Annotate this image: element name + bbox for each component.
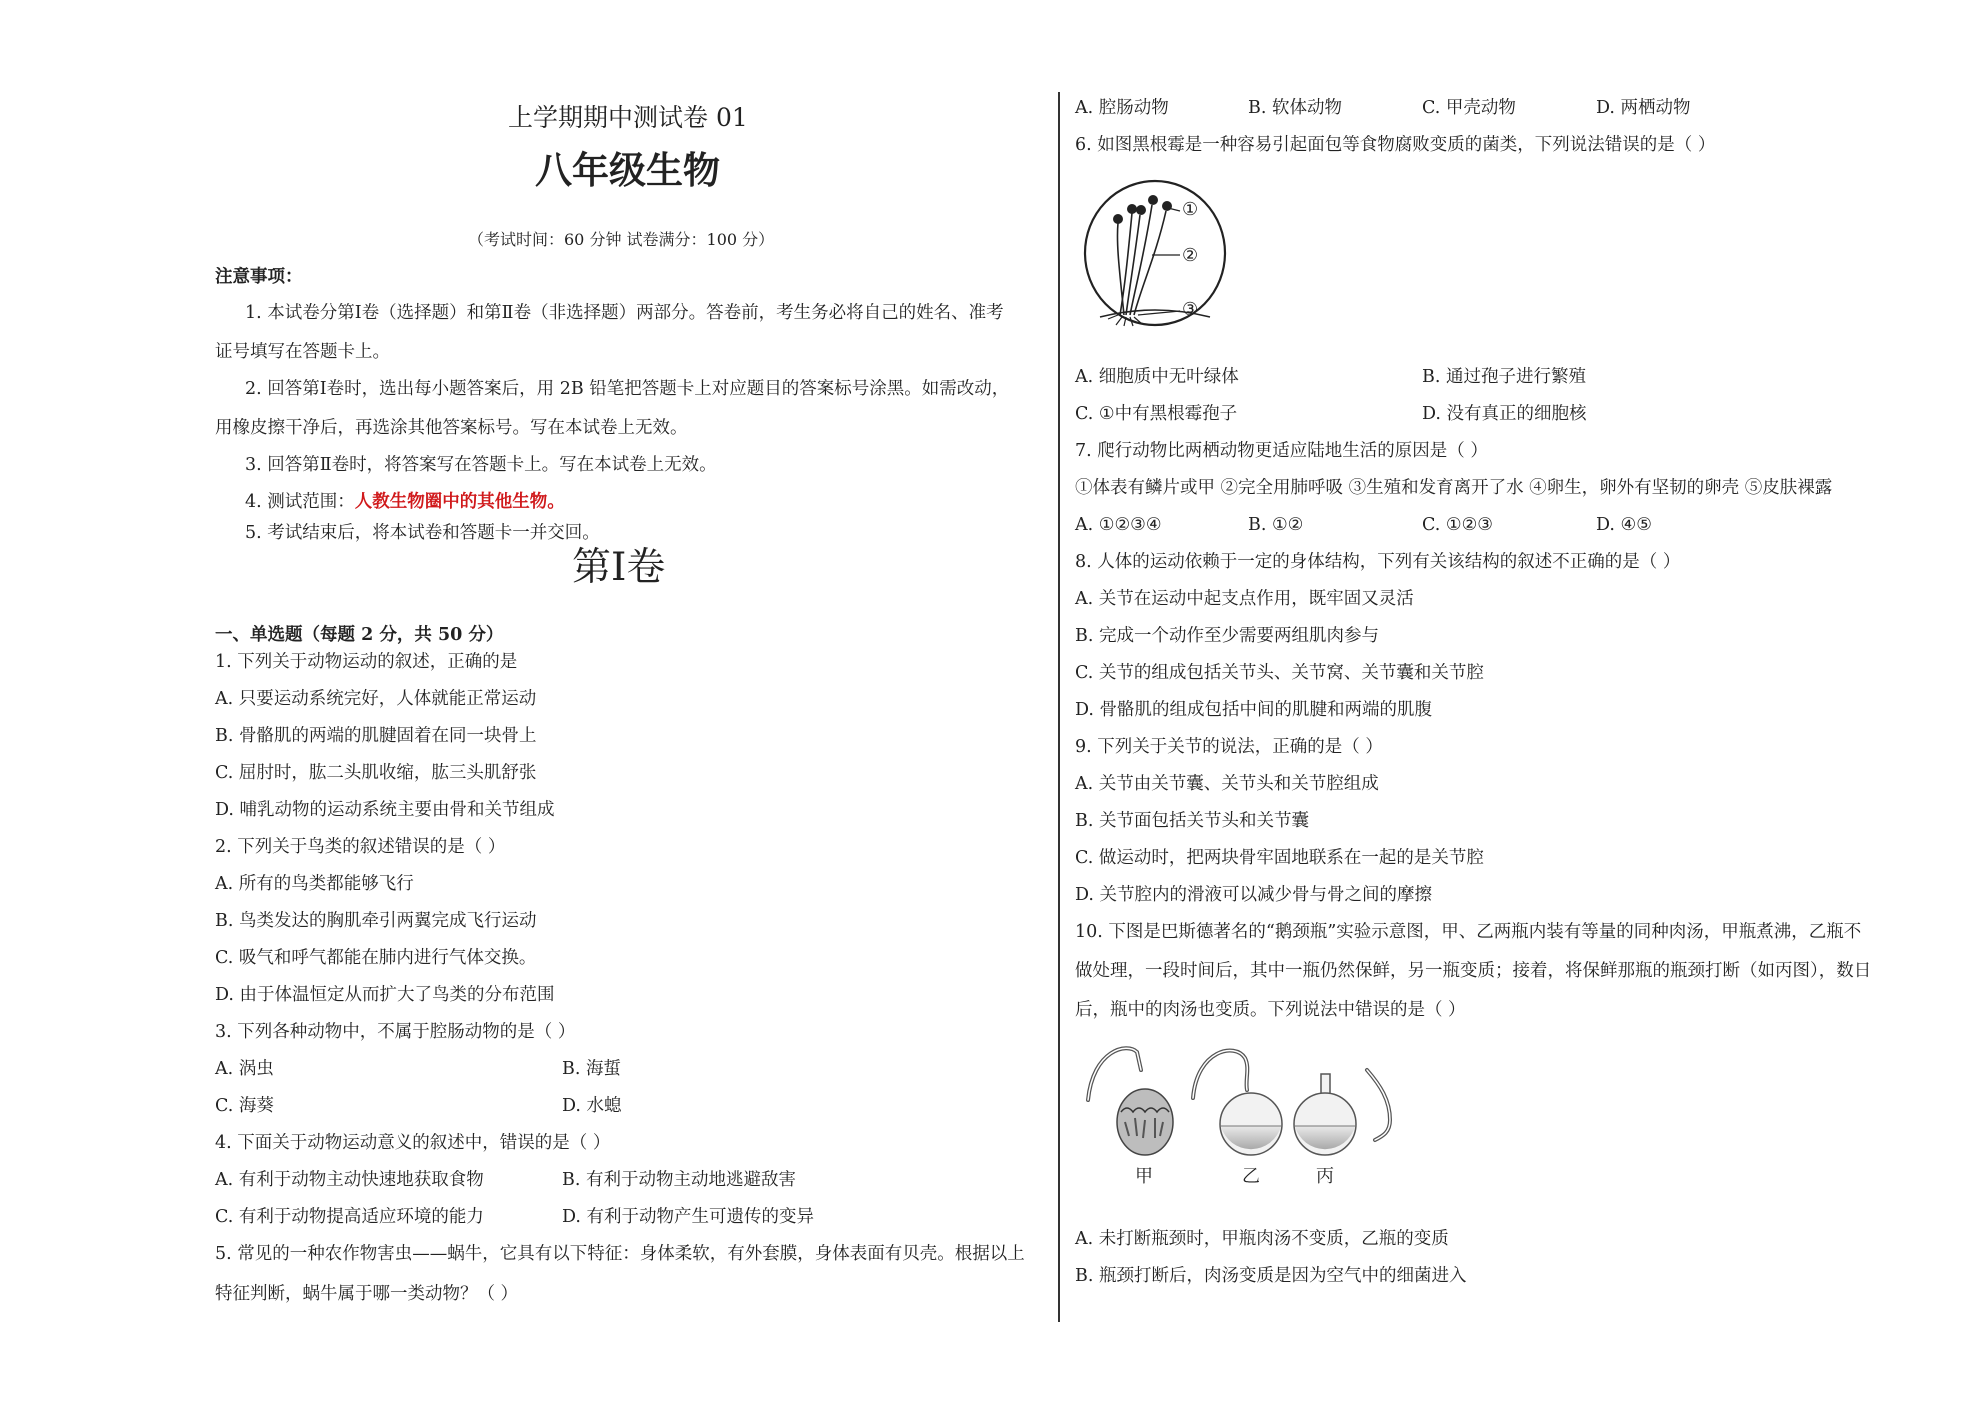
note-1-line-1: 1. 本试卷分第Ⅰ卷（选择题）和第Ⅱ卷（非选择题）两部分。答卷前，考生务必将自己的姓名、准考: [245, 303, 1004, 323]
q2-option-b: B. 鸟类发达的胸肌牵引两翼完成飞行运动: [215, 911, 537, 931]
q2-option-c: C. 吸气和呼气都能在肺内进行气体交换。: [215, 948, 537, 968]
question-7: 7. 爬行动物比两栖动物更适应陆地生活的原因是（ ）: [1075, 441, 1488, 461]
q6-label-1: ①: [1182, 199, 1199, 220]
q6-option-b: B. 通过孢子进行繁殖: [1422, 367, 1586, 387]
q7-option-c: C. ①②③: [1422, 515, 1493, 535]
swan-neck-flask-figure: [1085, 1040, 1425, 1165]
q8-option-c: C. 关节的组成包括关节头、关节窝、关节囊和关节腔: [1075, 663, 1484, 683]
q10-label-bing: 丙: [1316, 1166, 1334, 1187]
q4-option-d: D. 有利于动物产生可遗传的变异: [562, 1207, 815, 1227]
q7-option-b: B. ①②: [1248, 515, 1304, 535]
q5-option-a: A. 腔肠动物: [1075, 98, 1169, 118]
question-1: 1. 下列关于动物运动的叙述，正确的是: [215, 652, 518, 672]
column-divider: [1058, 92, 1060, 1322]
q8-option-a: A. 关节在运动中起支点作用，既牢固又灵活: [1075, 589, 1414, 609]
q3-option-d: D. 水螅: [562, 1096, 622, 1116]
question-2: 2. 下列关于鸟类的叙述错误的是（ ）: [215, 837, 506, 857]
juan-title: 第Ⅰ卷: [572, 545, 666, 590]
question-4: 4. 下面关于动物运动意义的叙述中，错误的是（ ）: [215, 1133, 611, 1153]
q1-option-d: D. 哺乳动物的运动系统主要由骨和关节组成: [215, 800, 555, 820]
question-5-line-2: 特征判断，蜗牛属于哪一类动物？（ ）: [215, 1284, 519, 1304]
note-2-line-2: 用橡皮擦干净后，再选涂其他答案标号。写在本试卷上无效。: [215, 418, 688, 438]
question-10-line-2: 做处理，一段时间后，其中一瓶仍然保鲜，另一瓶变质；接着，将保鲜那瓶的瓶颈打断（如丙图），数日: [1075, 961, 1872, 981]
note-4-highlight: 人教生物圈中的其他生物。: [354, 492, 565, 512]
q7-option-a: A. ①②③④: [1075, 515, 1162, 535]
q1-option-b: B. 骨骼肌的两端的肌腱固着在同一块骨上: [215, 726, 537, 746]
note-4-prefix: 4. 测试范围：: [245, 492, 355, 512]
q9-option-b: B. 关节面包括关节头和关节囊: [1075, 811, 1309, 831]
q4-option-c: C. 有利于动物提高适应环境的能力: [215, 1207, 484, 1227]
question-9: 9. 下列关于关节的说法，正确的是（ ）: [1075, 737, 1383, 757]
q2-option-d: D. 由于体温恒定从而扩大了鸟类的分布范围: [215, 985, 555, 1005]
q10-option-a: A. 未打断瓶颈时，甲瓶肉汤不变质，乙瓶的变质: [1075, 1229, 1449, 1249]
question-10-line-3: 后，瓶中的肉汤也变质。下列说法中错误的是（ ）: [1075, 1000, 1466, 1020]
q6-label-3: ③: [1182, 299, 1199, 320]
q6-option-a: A. 细胞质中无叶绿体: [1075, 367, 1239, 387]
q5-option-c: C. 甲壳动物: [1422, 98, 1516, 118]
q10-label-jia: 甲: [1135, 1166, 1153, 1187]
section-heading: 一、单选题（每题 2 分，共 50 分）: [215, 625, 504, 645]
q7-statements: ①体表有鳞片或甲 ②完全用肺呼吸 ③生殖和发育离开了水 ④卵生，卵外有坚韧的卵壳 ⑤皮肤裸露: [1075, 478, 1833, 498]
q3-option-c: C. 海葵: [215, 1096, 274, 1116]
q5-option-d: D. 两栖动物: [1596, 98, 1691, 118]
question-5-line-1: 5. 常见的一种农作物害虫——蜗牛，它具有以下特征：身体柔软，有外套膜，身体表面有贝壳。根据以上: [215, 1244, 1025, 1264]
q9-option-a: A. 关节由关节囊、关节头和关节腔组成: [1075, 774, 1379, 794]
q1-option-a: A. 只要运动系统完好，人体就能正常运动: [215, 689, 537, 709]
question-3: 3. 下列各种动物中，不属于腔肠动物的是（ ）: [215, 1022, 576, 1042]
q6-option-c: C. ①中有黑根霉孢子: [1075, 404, 1238, 424]
question-6: 6. 如图黑根霉是一种容易引起面包等食物腐败变质的菌类，下列说法错误的是（ ）: [1075, 135, 1716, 155]
q3-option-b: B. 海蜇: [562, 1059, 621, 1079]
q2-option-a: A. 所有的鸟类都能够飞行: [215, 874, 414, 894]
q8-option-d: D. 骨骼肌的组成包括中间的肌腱和两端的肌腹: [1075, 700, 1433, 720]
subject-title: 八年级生物: [535, 148, 720, 192]
bread-mold-figure: [1080, 175, 1230, 330]
q10-label-yi: 乙: [1242, 1166, 1260, 1187]
exam-info: （考试时间：60 分钟 试卷满分：100 分）: [468, 230, 775, 249]
q3-option-a: A. 涡虫: [215, 1059, 274, 1079]
q4-option-b: B. 有利于动物主动地逃避敌害: [562, 1170, 796, 1190]
question-10-line-1: 10. 下图是巴斯德著名的“鹅颈瓶”实验示意图，甲、乙两瓶内装有等量的同种肉汤，甲瓶煮沸，乙瓶不: [1075, 922, 1862, 942]
q7-option-d: D. ④⑤: [1596, 515, 1652, 535]
note-1-line-2: 证号填写在答题卡上。: [215, 342, 390, 362]
q1-option-c: C. 屈肘时，肱二头肌收缩，肱三头肌舒张: [215, 763, 537, 783]
q6-option-d: D. 没有真正的细胞核: [1422, 404, 1587, 424]
question-8: 8. 人体的运动依赖于一定的身体结构，下列有关该结构的叙述不正确的是（ ）: [1075, 552, 1681, 572]
note-3: 3. 回答第Ⅱ卷时，将答案写在答题卡上。写在本试卷上无效。: [245, 455, 717, 475]
note-2-line-1: 2. 回答第Ⅰ卷时，选出每小题答案后，用 2B 铅笔把答题卡上对应题目的答案标号涂黑。如需改动，: [245, 379, 1010, 399]
q4-option-a: A. 有利于动物主动快速地获取食物: [215, 1170, 484, 1190]
q10-option-b: B. 瓶颈打断后，肉汤变质是因为空气中的细菌进入: [1075, 1266, 1467, 1286]
q8-option-b: B. 完成一个动作至少需要两组肌肉参与: [1075, 626, 1379, 646]
q6-label-2: ②: [1182, 245, 1199, 266]
notes-heading: 注意事项：: [215, 267, 303, 287]
q9-option-d: D. 关节腔内的滑液可以减少骨与骨之间的摩擦: [1075, 885, 1433, 905]
q9-option-c: C. 做运动时，把两块骨牢固地联系在一起的是关节腔: [1075, 848, 1484, 868]
q5-option-b: B. 软体动物: [1248, 98, 1342, 118]
note-5: 5. 考试结束后，将本试卷和答题卡一并交回。: [245, 523, 600, 543]
note-4: [245, 490, 565, 514]
exam-title: 上学期期中测试卷 01: [508, 103, 748, 132]
